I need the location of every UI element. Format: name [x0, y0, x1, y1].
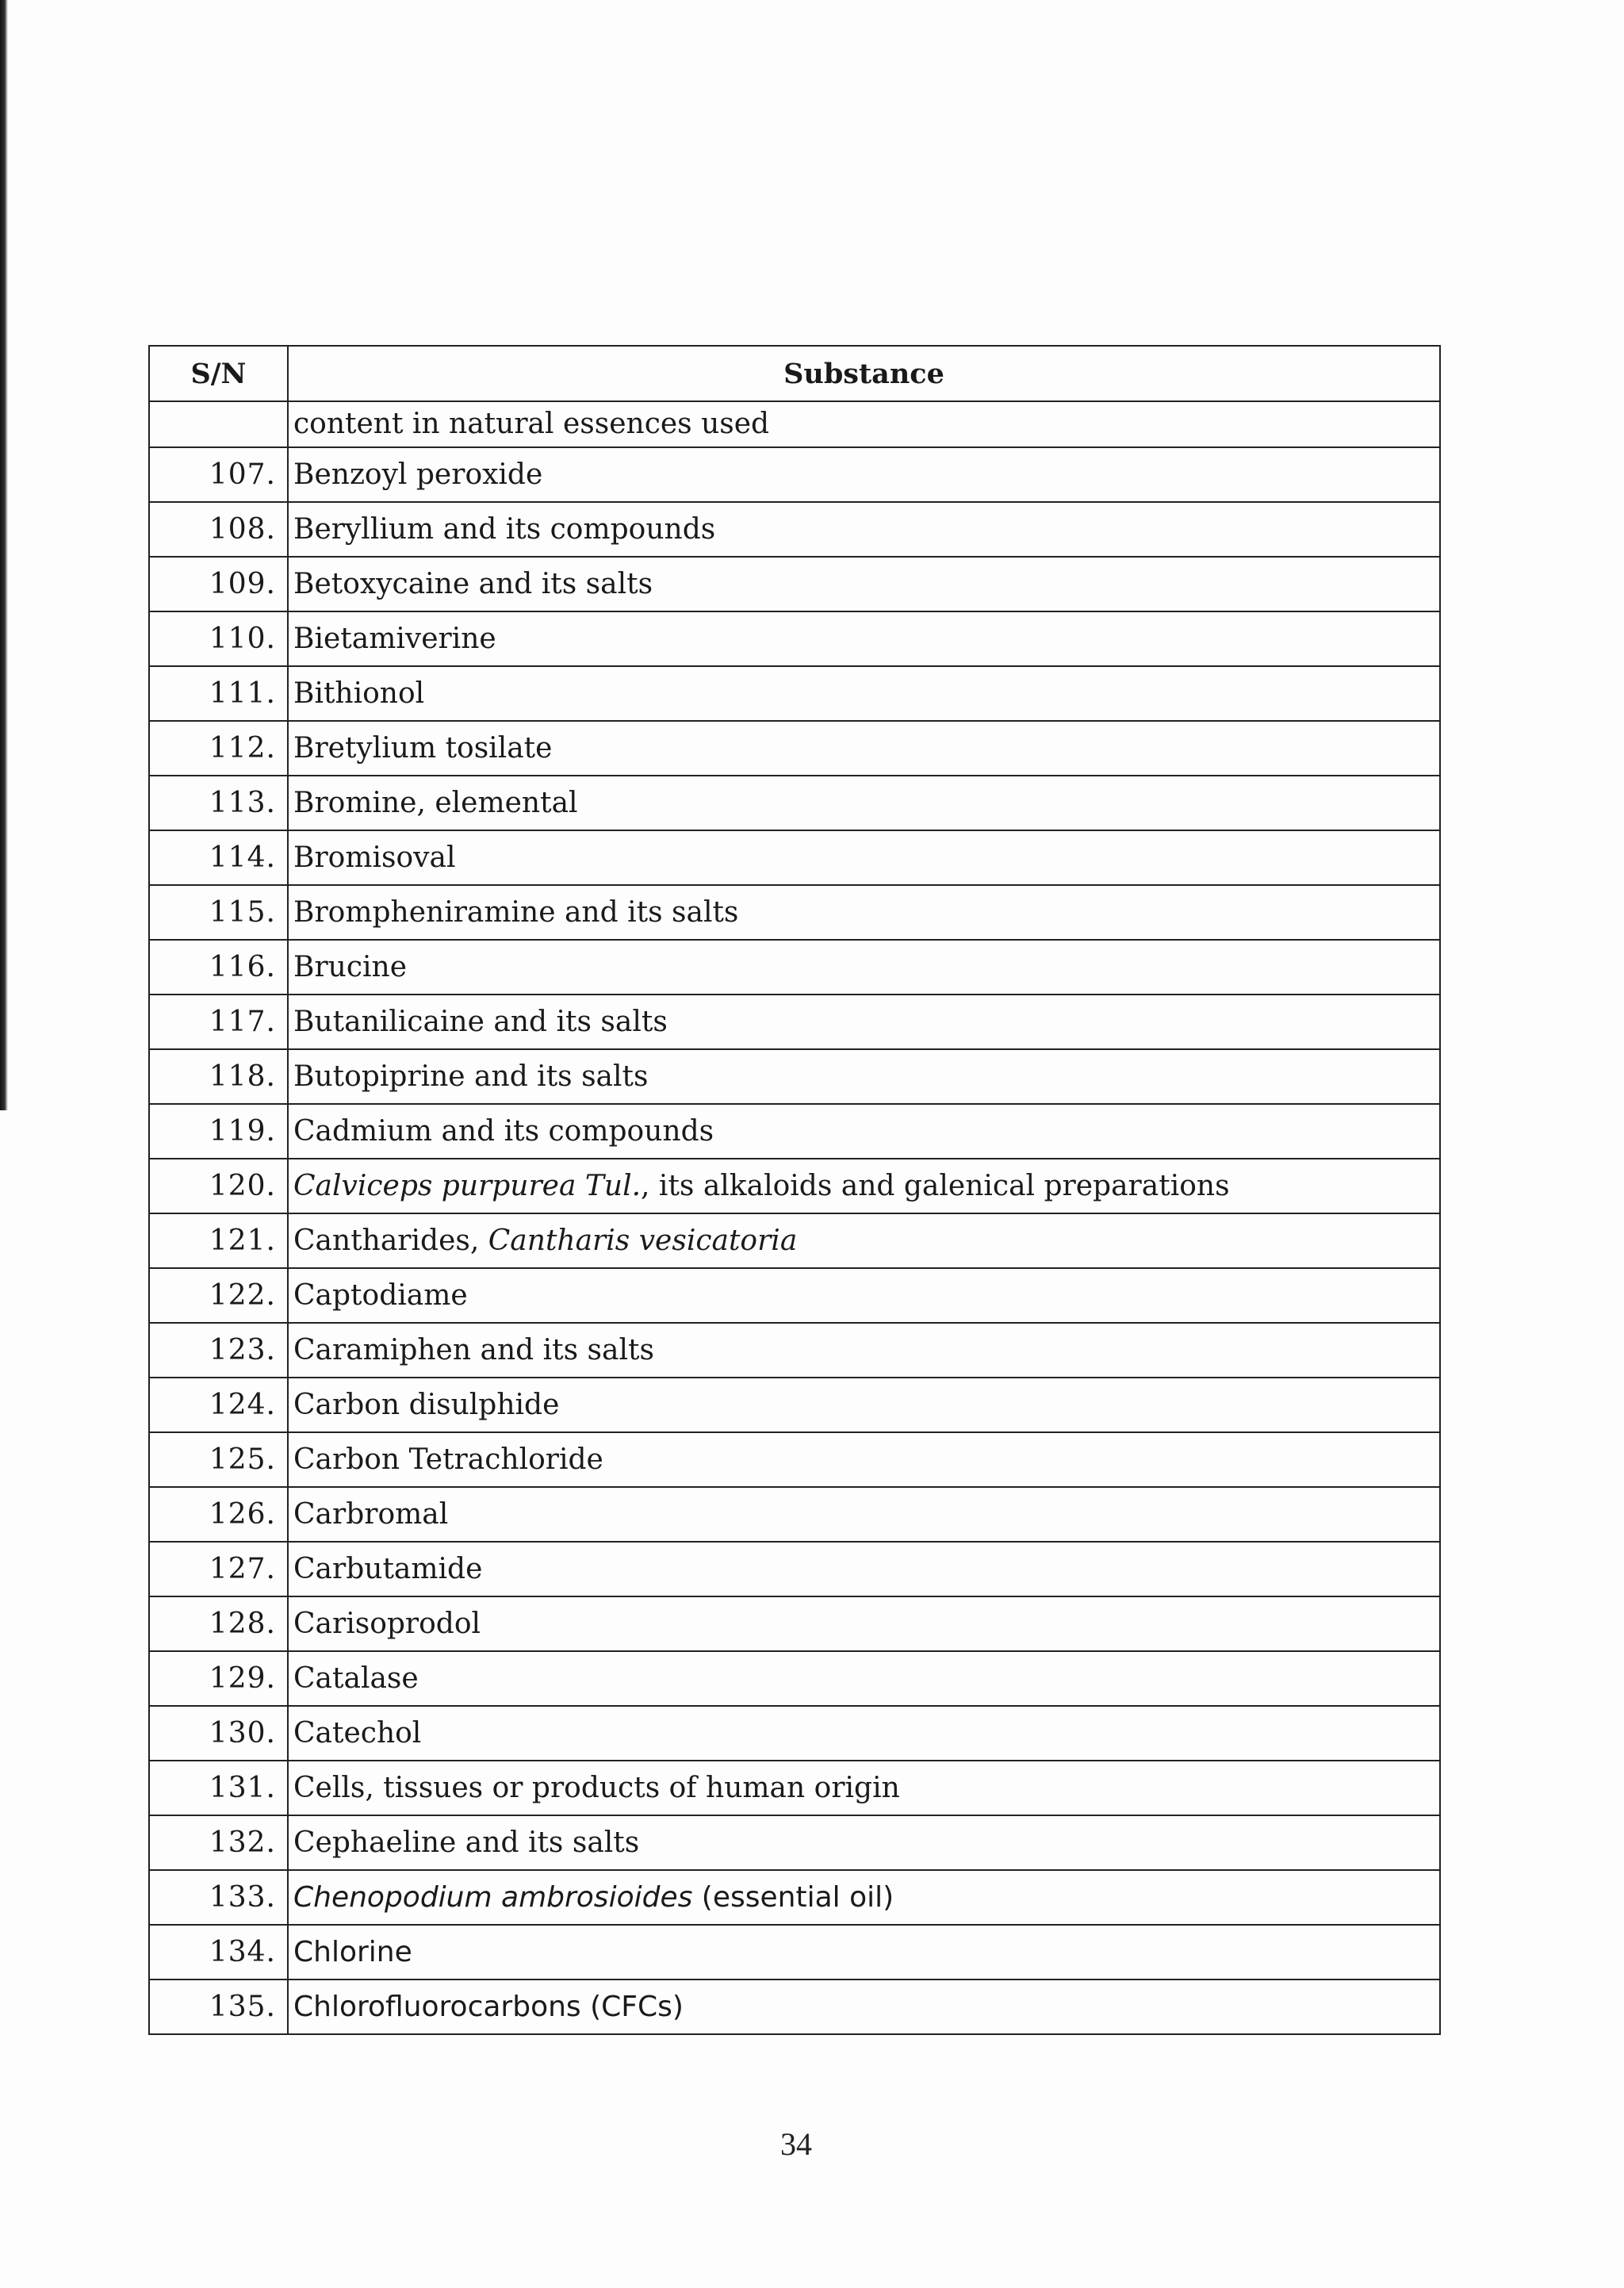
sn-cell: 109.	[149, 557, 288, 611]
substance-cell	[288, 1159, 1440, 1213]
sn-cell: 117.	[149, 995, 288, 1049]
scan-edge-shadow	[0, 0, 8, 1110]
substance-cell: Brucine	[288, 940, 1440, 995]
table-row	[149, 1213, 1440, 1268]
substance-cell: Bromine, elemental	[288, 776, 1440, 830]
sn-cell: 133.	[149, 1870, 288, 1925]
sn-cell: 124.	[149, 1378, 288, 1432]
substance-cell: Brompheniramine and its salts	[288, 885, 1440, 940]
substance-cell: Carbutamide	[288, 1542, 1440, 1596]
table-row	[149, 1378, 1440, 1432]
sn-cell: 116.	[149, 940, 288, 995]
substance-cell: Carbon disulphide	[288, 1378, 1440, 1432]
substance-cell: Catalase	[288, 1651, 1440, 1706]
table-row	[149, 1104, 1440, 1159]
sn-cell: 119.	[149, 1104, 288, 1159]
table-row	[149, 1159, 1440, 1213]
substance-cell: Cadmium and its compounds	[288, 1104, 1440, 1159]
sn-cell: 129.	[149, 1651, 288, 1706]
sn-cell: 113.	[149, 776, 288, 830]
table-row	[149, 830, 1440, 885]
substance-cell	[288, 1213, 1440, 1268]
substance-cell: Chlorofluorocarbons (CFCs)	[288, 1979, 1440, 2034]
sn-cell: 115.	[149, 885, 288, 940]
table-row	[149, 885, 1440, 940]
substance-cell: Butopiprine and its salts	[288, 1049, 1440, 1104]
sn-cell: 132.	[149, 1815, 288, 1870]
table-row	[149, 1268, 1440, 1323]
continuation-text: content in natural essences used	[288, 401, 1440, 447]
substance-cell: Benzoyl peroxide	[288, 447, 1440, 502]
substance-cell: Carbon Tetrachloride	[288, 1432, 1440, 1487]
sn-column-header: S/N	[149, 346, 288, 401]
sn-cell: 110.	[149, 611, 288, 666]
sn-cell: 123.	[149, 1323, 288, 1378]
table-row	[149, 721, 1440, 776]
sn-cell: 126.	[149, 1487, 288, 1542]
sn-cell: 135.	[149, 1979, 288, 2034]
sn-cell: 131.	[149, 1761, 288, 1815]
table-row	[149, 502, 1440, 557]
species-name-italic: Chenopodium ambrosioides	[293, 1880, 693, 1914]
species-name-italic: Calviceps purpurea Tul.	[293, 1169, 642, 1202]
table-row	[149, 776, 1440, 830]
sn-cell: 107.	[149, 447, 288, 502]
table-row	[149, 1761, 1440, 1815]
sn-cell: 134.	[149, 1925, 288, 1979]
table-row	[149, 1815, 1440, 1870]
substance-column-header: Substance	[288, 346, 1440, 401]
sn-cell: 111.	[149, 666, 288, 721]
substance-cell: Bromisoval	[288, 830, 1440, 885]
substance-text-rest: (essential oil)	[692, 1880, 894, 1914]
table-row	[149, 1870, 1440, 1925]
table-row	[149, 1925, 1440, 1979]
table-row	[149, 557, 1440, 611]
substance-cell: Captodiame	[288, 1268, 1440, 1323]
substance-cell: Catechol	[288, 1706, 1440, 1761]
table-header-row	[149, 346, 1440, 401]
table-row	[149, 447, 1440, 502]
substance-cell: Cephaeline and its salts	[288, 1815, 1440, 1870]
table-row	[149, 1432, 1440, 1487]
sn-cell: 118.	[149, 1049, 288, 1104]
substance-cell: Beryllium and its compounds	[288, 502, 1440, 557]
substance-text-rest: , its alkaloids and galenical preparations	[641, 1169, 1230, 1202]
substance-text-prefix: Cantharides,	[293, 1224, 488, 1257]
table-row	[149, 666, 1440, 721]
substance-cell: Chlorine	[288, 1925, 1440, 1979]
table-row	[149, 1979, 1440, 2034]
substance-cell: Cells, tissues or products of human origin	[288, 1761, 1440, 1815]
substance-cell: Butanilicaine and its salts	[288, 995, 1440, 1049]
sn-cell: 128.	[149, 1596, 288, 1651]
table-row	[149, 1542, 1440, 1596]
substance-cell: Caramiphen and its salts	[288, 1323, 1440, 1378]
table-row	[149, 1323, 1440, 1378]
substance-cell: Carbromal	[288, 1487, 1440, 1542]
substance-cell: Bretylium tosilate	[288, 721, 1440, 776]
table-row	[149, 1651, 1440, 1706]
sn-cell: 125.	[149, 1432, 288, 1487]
substances-table	[148, 345, 1441, 2035]
substance-cell: Betoxycaine and its salts	[288, 557, 1440, 611]
sn-cell: 130.	[149, 1706, 288, 1761]
sn-cell: 121.	[149, 1213, 288, 1268]
sn-cell: 108.	[149, 502, 288, 557]
continuation-row	[149, 401, 1440, 447]
substance-cell: Bietamiverine	[288, 611, 1440, 666]
substance-cell	[288, 1870, 1440, 1925]
page-number: 34	[780, 2126, 812, 2162]
table-row	[149, 1596, 1440, 1651]
table-row	[149, 940, 1440, 995]
sn-cell: 114.	[149, 830, 288, 885]
sn-cell: 112.	[149, 721, 288, 776]
species-name-italic: Cantharis vesicatoria	[488, 1224, 798, 1257]
continuation-sn-cell	[149, 401, 288, 447]
sn-cell: 122.	[149, 1268, 288, 1323]
table-row	[149, 611, 1440, 666]
table-row	[149, 1706, 1440, 1761]
table-row	[149, 995, 1440, 1049]
table-row	[149, 1487, 1440, 1542]
sn-cell: 127.	[149, 1542, 288, 1596]
sn-cell: 120.	[149, 1159, 288, 1213]
table-row	[149, 1049, 1440, 1104]
substance-cell: Carisoprodol	[288, 1596, 1440, 1651]
substance-cell: Bithionol	[288, 666, 1440, 721]
